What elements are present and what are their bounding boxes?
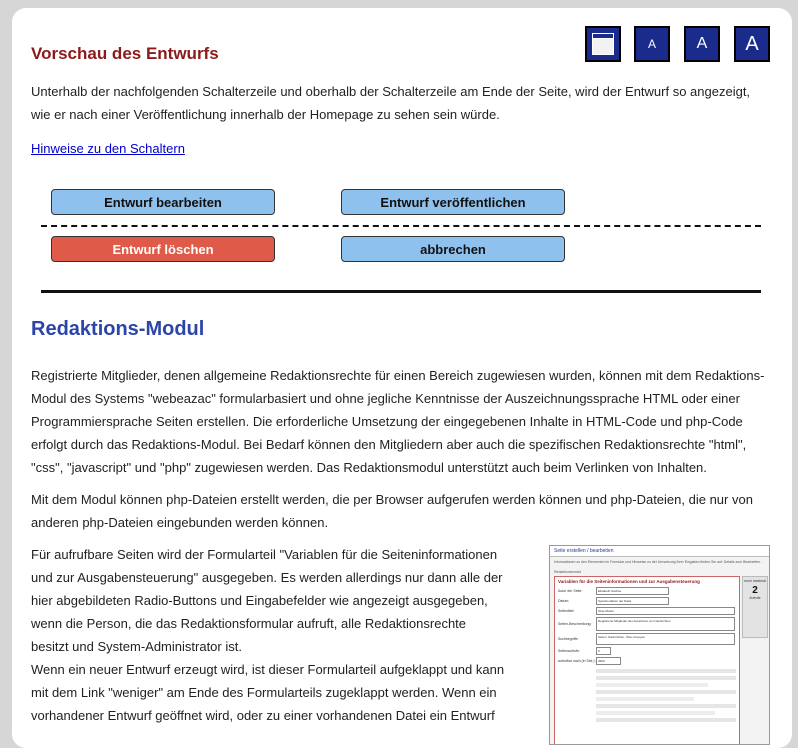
thumb-counter-value: 2 bbox=[752, 585, 758, 596]
thumb-row bbox=[555, 632, 739, 646]
font-size-large-label: A bbox=[745, 32, 759, 55]
window-view-button[interactable] bbox=[585, 26, 621, 62]
thumb-row-input: 3600 bbox=[596, 657, 621, 665]
thumb-row bbox=[555, 616, 739, 632]
thumb-row-label: aufrufbar nach (in Sek.): bbox=[558, 659, 596, 663]
page-title: Vorschau des Entwurfs bbox=[31, 44, 219, 63]
thumb-row-input: 0 bbox=[596, 647, 611, 655]
thumb-row bbox=[555, 606, 739, 616]
thumb-row bbox=[555, 596, 739, 606]
font-size-small-button[interactable] bbox=[634, 26, 670, 62]
thumb-title: Seite erstellen / bearbeiten bbox=[550, 546, 769, 557]
font-size-large-button[interactable] bbox=[734, 26, 770, 62]
section-paragraph-3: Für aufrufbare Seiten wird der Formularteil "Variablen für die Seiteninformationen und zur Ausgabensteuerung" ausgegeben. Es werden allerdings nur dann alle der hier abgebildeten Radio-Buttons und Eingabefelder wie angezeigt ausgegeben, wenn die Person, die das Redaktionsformular aufruft, alle Redaktionsrechte besitzt und System-Administrator ist. bbox=[31, 547, 503, 654]
section-paragraph-1: Registrierte Mitglieder, denen allgemeine Redaktionsrechte für einen Bereich zugewiesen wurden, können mit dem Redaktions-Modul des Systems "webeazac" formularbasiert und ohne jegliche Kenntnisse der Auszeichnungssprache HTML oder einer Programmiersprache Seiten erstellen. Die erforderliche Umsetzung der eingegebenen Inhalte in HTML-Code und php-Code erfolgt durch das Redaktions-Modul. Bei Bedarf können den Mitgliedern aber auch die spezifischen Redaktionsrechte "html", "css", "javascript" und "php" zugewiesen werden. Das Redaktionsmodul unterstützt auch beim Verlinken von Inhalten. bbox=[31, 368, 765, 475]
button-row-divider bbox=[41, 225, 761, 227]
thumb-row-input: Seiten, Nachrichten, Über-Gruppen bbox=[596, 633, 735, 645]
preview-separator bbox=[41, 290, 761, 293]
thumb-row-label: Seitentitel: bbox=[558, 609, 575, 613]
section-paragraph-4: Wenn ein neuer Entwurf erzeugt wird, ist dieser Formularteil aufgeklappt und kann mit dem Link "weniger" am Ende des Formularteils zugeklappt werden. Wenn ein vorhandener Entwurf geöffnet wird, oder zu einer vorhandenen Datei ein Entwurf bbox=[31, 662, 505, 723]
thumb-row bbox=[555, 656, 739, 666]
thumb-counter-unit: Aufrufe bbox=[749, 596, 761, 600]
thumb-row-label: Seitenaufrufe: bbox=[558, 649, 580, 653]
publish-draft-button[interactable]: Entwurf veröffentlichen bbox=[341, 189, 565, 215]
thumb-counter-label: noch maximal bbox=[744, 579, 766, 583]
thumb-form bbox=[554, 576, 740, 745]
intro-text: Unterhalb der nachfolgenden Schalterzeile und oberhalb der Schalterzeile am Ende der Seite, wird der Entwurf so angezeigt, wie er nach einer Veröffentlichung innerhalb der Homepage zu sehen sein würde. bbox=[31, 84, 751, 122]
thumb-row-input: Über-Modul bbox=[596, 607, 735, 615]
thumb-row-input: Registrierte Mitglieder des Ausschuss von Nachrichten bbox=[596, 617, 735, 631]
font-size-small-label: A bbox=[647, 37, 656, 51]
cancel-button[interactable]: abbrechen bbox=[341, 236, 565, 262]
window-icon bbox=[592, 33, 614, 55]
font-size-medium-label: A bbox=[696, 35, 708, 52]
section-paragraph-2: Mit dem Modul können php-Dateien erstellt werden, die per Browser aufgerufen werden können und php-Dateien, die nur von anderen php-Dateien eingebunden werden können. bbox=[31, 492, 753, 530]
thumb-row-label: Autor der Seite: bbox=[558, 589, 583, 593]
thumb-radio-area bbox=[596, 669, 736, 722]
thumb-counter-box bbox=[742, 576, 768, 638]
thumb-row-label: Suchbegriffe: bbox=[558, 637, 579, 641]
editor-form-screenshot bbox=[549, 545, 770, 745]
thumb-row-label: Datum: bbox=[558, 599, 570, 603]
thumb-row-label: Seiten-Beschreibung: bbox=[558, 622, 592, 626]
delete-draft-button[interactable]: Entwurf löschen bbox=[51, 236, 275, 262]
thumb-row-input: Elisabeth Sachse bbox=[596, 587, 669, 595]
section-title: Redaktions-Modul bbox=[31, 318, 205, 340]
thumb-row-input: Speicherdatum der Datei bbox=[596, 597, 669, 605]
font-size-medium-button[interactable] bbox=[684, 26, 720, 62]
thumb-row bbox=[555, 586, 739, 596]
edit-draft-button[interactable]: Entwurf bearbeiten bbox=[51, 189, 275, 215]
hint-link[interactable]: Hinweise zu den Schaltern bbox=[31, 141, 185, 156]
thumb-row bbox=[555, 646, 739, 656]
thumb-subtitle: Informationen zu den Elementen im Formular und Hinweise zu der Umsetzung Ihrer Eingaben finden Sie auf: Details zum Bearbeiten - Redaktionsmodul bbox=[554, 560, 763, 574]
thumb-form-title: Variablen für die Seiteninformationen und zur Ausgabensteuerung bbox=[558, 579, 700, 584]
